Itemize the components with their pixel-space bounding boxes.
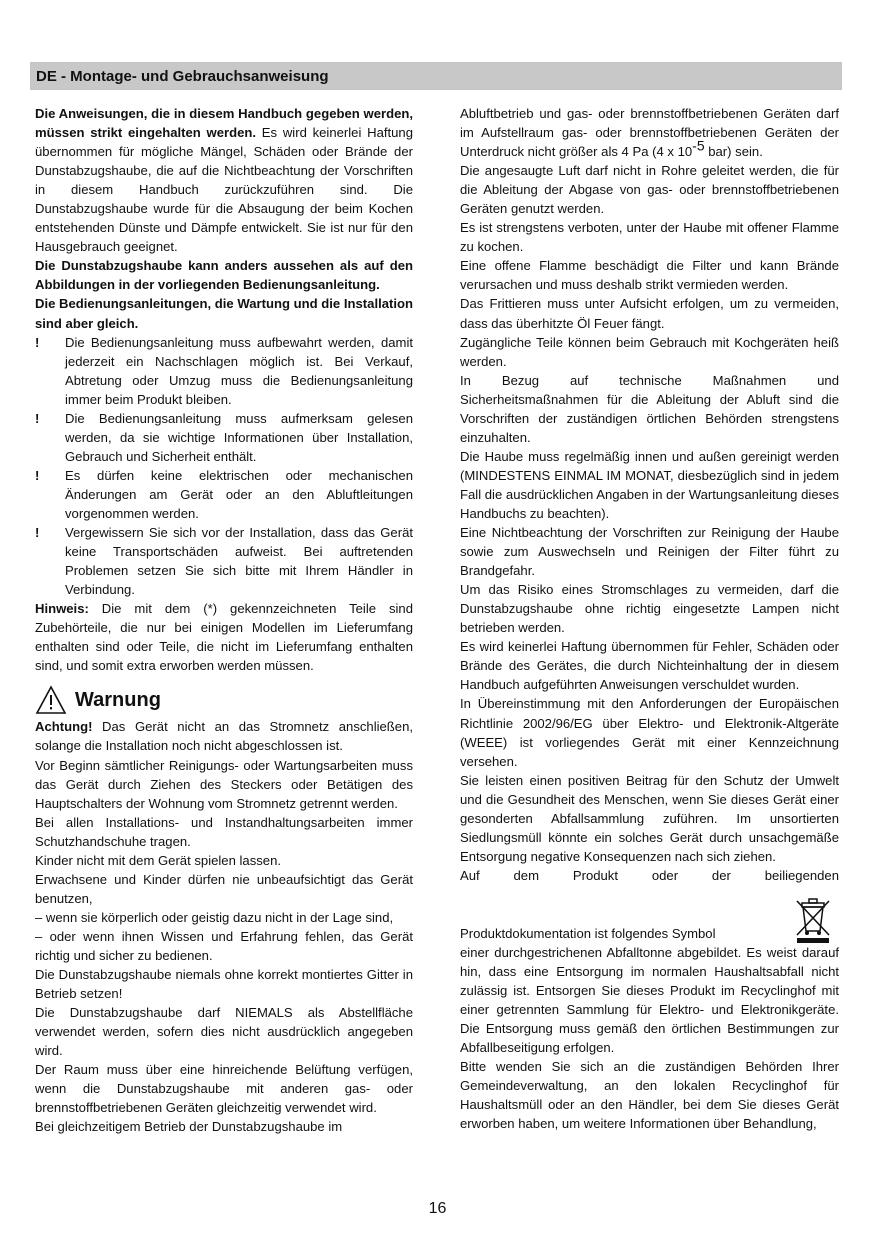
crossed-out-bin-icon xyxy=(793,895,833,943)
right-column xyxy=(460,104,839,1133)
paragraph: Die Dunstabzugshaube niemals ohne korrekt montiertes Gitter in Betrieb setzen! xyxy=(35,967,413,1002)
paragraph: Die angesaugte Luft darf nicht in Rohre geleitet werden, die für die Ableitung der Abgase von gas- oder brennstoffbetriebenen Geräten genutzt werden. xyxy=(460,163,839,217)
weee-line-2a: Produktdokumentation ist folgendes Symbol xyxy=(460,925,716,941)
paragraph: Das Frittieren muss unter Aufsicht erfolgen, um zu vermeiden, dass das überhitzte Öl Feuer fängt. xyxy=(460,296,839,331)
warning-title: Warnung xyxy=(75,688,161,711)
paragraph: Vor Beginn sämtlicher Reinigungs- oder Wartungsarbeiten muss das Gerät durch Ziehen des Steckers oder Betätigen des Hauptschalters der Wohnung vom Stromnetz getrennt werden. xyxy=(35,757,413,811)
paragraph: Erwachsene und Kinder dürfen nie unbeaufsichtigt das Gerät benutzen, xyxy=(35,871,413,906)
paragraph: Bei allen Installations- und Instandhaltungsarbeiten immer Schutzhandschuhe tragen. xyxy=(35,814,413,849)
intro-bold: Die Anweisungen, die in diesem Handbuch gegeben werden, müssen strikt eingehalten werden. xyxy=(35,106,413,141)
page-number: 16 xyxy=(428,1200,447,1217)
paragraph: Der Raum muss über eine hinreichende Belüftung verfügen, wenn die Dunstabzugshaube mit anderen gas- oder brennstoffbetriebenen Geräten gleichzeitig verwendet wird. xyxy=(35,1062,413,1116)
warning-heading xyxy=(35,685,413,715)
bullet-item: ! Es dürfen keine elektrischen oder mechanischen Änderungen am Gerät oder an den Abluftleitungen vorgenommen werden. xyxy=(35,466,413,523)
weee-line-1: Auf dem Produkt oder der beiliegenden xyxy=(460,867,839,883)
paragraph: Es wird keinerlei Haftung übernommen für Fehler, Schäden oder Brände des Gerätes, die durch Nichteinhaltung der in diesem Handbuch aufgeführten Anweisungen verschuldet wurden. xyxy=(460,639,839,693)
exclamation-icon: ! xyxy=(35,467,40,483)
exclamation-icon: ! xyxy=(35,410,40,426)
paragraph: In Bezug auf technische Maßnahmen und Sicherheitsmaßnahmen für die Ableitung der Abluft sind die Vorschriften der zuständigen örtlichen Behörden strengstens einzuhalten. xyxy=(460,372,839,445)
paragraph: – wenn sie körperlich oder geistig dazu nicht in der Lage sind, xyxy=(35,909,394,925)
intro-text: Es wird keinerlei Haftung übernommen für mögliche Mängel, Schäden oder Brände der Dunstabzugshaube, die auf die Nichtbeachtung der Vorschriften in diesem Handbuch zurückzuführen sind. Die Dunstabzugshaube wurde für die Absaugung der beim Kochen entstehenden Dünste und Dämpfe entwickelt. Sie ist nur für den Hausgebrauch geeignet. xyxy=(35,125,413,255)
paragraph: In Übereinstimmung mit den Anforderungen der Europäischen Richtlinie 2002/96/EG über Elektro- und Elektronik-Altgeräte (WEEE) ist vorliegendes Gerät mit einer Kennzeichnung versehen. xyxy=(460,696,839,769)
bullet-item: ! Vergewissern Sie sich vor der Installation, dass das Gerät keine Transportschäden aufweist. Bei auftretenden Problemen setzen Sie sich bitte mit Ihrem Händler in Verbindung. xyxy=(35,523,413,599)
warning-triangle-icon xyxy=(35,685,67,715)
exclamation-icon: ! xyxy=(35,334,40,350)
bullet-item: ! Die Bedienungsanleitung muss aufmerksam gelesen werden, da sie wichtige Informationen über Installation, Gebrauch und Sicherheit enthält. xyxy=(35,409,413,466)
hinweis-paragraph: Hinweis: Die mit dem (*) gekennzeichneten Teile sind Zubehörteile, die nur bei einigen Modellen im Lieferumfang enthalten sind oder Teile, die nicht im Lieferumfang enthalten sind, und somit extra erworben werden müssen. xyxy=(35,601,413,674)
pressure-paragraph: Abluftbetrieb und gas- oder brennstoffbetriebenen Geräten darf im Aufstellraum gas- oder brennstoffbetriebenen Geräten der Unterdruck nicht größer als 4 Pa (4 x $10^{-5}$ bar) sein. xyxy=(460,106,839,160)
paragraph: Zugängliche Teile können beim Gebrauch mit Kochgeräten heiß werden. xyxy=(460,334,839,369)
left-column xyxy=(35,104,413,1136)
paragraph: Eine Nichtbeachtung der Vorschriften zur Reinigung der Haube sowie zum Auswechseln und Reinigen der Filter führt zu Brandgefahr. xyxy=(460,525,839,579)
paragraph: Die Dunstabzugshaube darf NIEMALS als Abstellfläche verwendet werden, sofern dies nicht ausdrücklich angegeben wird. xyxy=(35,1005,413,1059)
exclamation-icon: ! xyxy=(35,525,40,541)
paragraph: Kinder nicht mit dem Gerät spielen lassen. xyxy=(35,852,281,868)
section-title: DE - Montage- und Gebrauchsanweisung xyxy=(36,68,329,85)
paragraph: Um das Risiko eines Stromschlages zu vermeiden, darf die Dunstabzugshaube ohne richtig eingesetzte Lampen nicht betrieben werden. xyxy=(460,582,839,636)
paragraph: Die Haube muss regelmäßig innen und außen gereinigt werden (MINDESTENS EINMAL IM MONAT, diesbezüglich sind in jedem Fall die ausdrücklichen Angaben in der Wartungsanleitung dieses Handbuchs zu beachten). xyxy=(460,448,839,521)
weee-symbol-row xyxy=(460,895,839,943)
intro-paragraph xyxy=(35,104,413,256)
achtung-paragraph: Achtung! Das Gerät nicht an das Stromnetz anschließen, solange die Installation noch nicht abgeschlossen ist. xyxy=(35,719,413,754)
paragraph: Bitte wenden Sie sich an die zuständigen Behörden Ihrer Gemeindeverwaltung, an den lokalen Recyclinghof für Haushaltsmüll oder an den Händler, bei dem Sie dieses Gerät erworben haben, um weitere Informationen über Behandlung, xyxy=(460,1059,839,1132)
bullet-item: ! Die Bedienungsanleitung muss aufbewahrt werden, damit jederzeit ein Nachschlagen möglich ist. Bei Verkauf, Abtretung oder Umzug muss die Bedienungsanleitung immer beim Produkt bleiben. xyxy=(35,333,413,409)
instructions-note: Die Bedienungsanleitungen, die Wartung und die Installation sind aber gleich. xyxy=(35,296,413,331)
paragraph: Es ist strengstens verboten, unter der Haube mit offener Flamme zu kochen. xyxy=(460,220,839,255)
paragraph: Bei gleichzeitigem Betrieb der Dunstabzugshaube im xyxy=(35,1119,343,1135)
paragraph: – oder wenn ihnen Wissen und Erfahrung fehlen, das Gerät richtig und sicher zu bedienen. xyxy=(35,928,413,963)
appearance-note: Die Dunstabzugshaube kann anders aussehen als auf den Abbildungen in der vorliegenden Bedienungsanleitung. xyxy=(35,258,413,293)
weee-line-2b: einer durchgestrichenen Abfalltonne abgebildet. Es weist darauf hin, dass eine Entsorgung im normalen Haushaltsabfall nicht zulässig ist. Entsorgen Sie dieses Produkt im Recyclinghof mit einer getrennten Sammlung für Elektro- und Elektronikgeräte. Die Entsorgung muss gemäß den örtlichen Bestimmungen zur Abfallbeseitigung erfolgen. xyxy=(460,944,839,1056)
paragraph: Sie leisten einen positiven Beitrag für den Schutz der Umwelt und die Gesundheit des Menschen, wenn Sie dieses Gerät einer gesonderten Abfallsammlung zuführen. Im unsortierten Siedlungsmüll könnte ein solches Gerät durch unsachgemäße Entsorgung negative Konsequenzen nach sich ziehen. xyxy=(460,772,839,864)
section-header-bar xyxy=(30,62,842,90)
paragraph: Eine offene Flamme beschädigt die Filter und kann Brände verursachen und muss deshalb strikt vermieden werden. xyxy=(460,258,839,293)
